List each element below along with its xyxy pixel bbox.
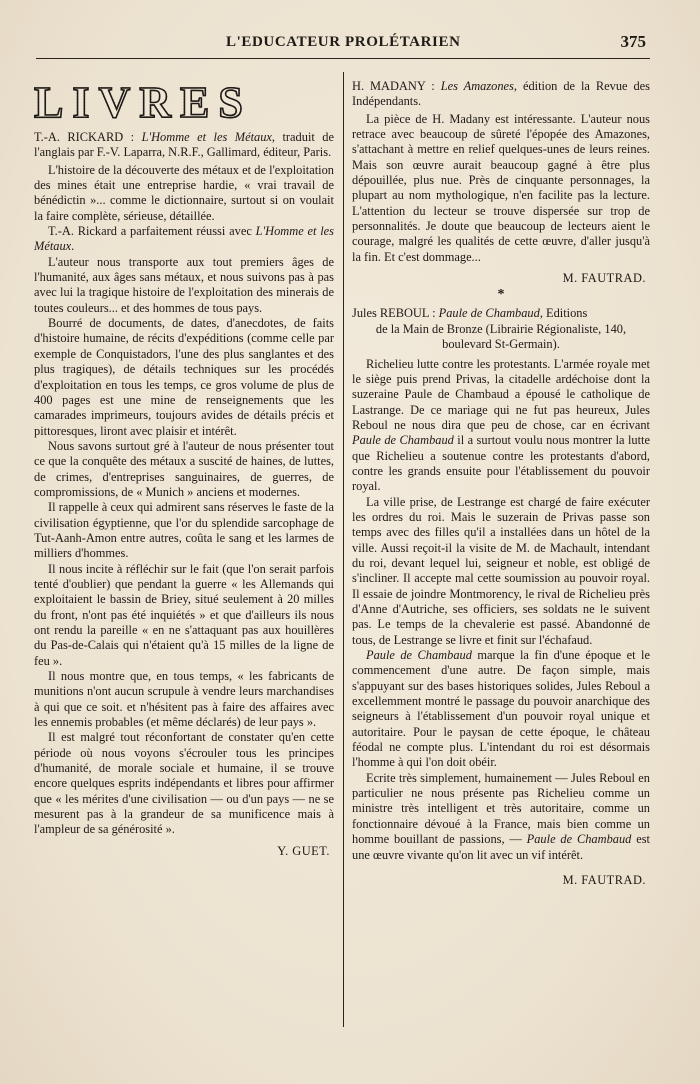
review-2-author: H. MADANY :	[352, 79, 435, 93]
review-1-citation	[34, 130, 334, 161]
journal-title: L'EDUCATEUR PROLÉTARIEN	[226, 34, 461, 50]
review-2-paragraph: La pièce de H. Madany est intéressante. L'auteur nous retrace avec beaucoup de sûreté l'épopée des Amazones, s'attachant à mettre en relief quelques-unes de leurs reines. Mais son œuvre aurait beaucoup gagné à être plus dépouillée, plus nue. Près de cinquante personnages, la plupart au nom mythologique, n'en facilite pas la lecture. L'attention du lecteur se trouve dispersée sur trop de personnalités. Je doute que beaucoup de lecteurs aient le courage, malgré les qualités de cette œuvre, d'aller jusqu'à la fin. Et c'est dommage...	[352, 111, 650, 264]
review-2-signature: M. FAUTRAD.	[562, 271, 646, 286]
review-1-paragraph: Il est malgré tout réconfortant de constater qu'en cette période où nous voyons s'écrouler tous les principes d'humanité, de morale sociale et humaine, il se trouve encore quelques esprits indépendants et libres pour affirmer que « les mérites d'une civilisation — ou d'un pays — ne se mesurent pas à la grandeur de sa munificence mais à l'ampleur de sa générosité ».	[34, 730, 334, 837]
review-1-paragraph: Il rappelle à ceux qui admirent sans réserves le faste de la civilisation égyptienne, que l'or du splendide sarcophage de Tut-Aanh-Amon entre autres, coûta le sang et les larmes de milliers d'hommes.	[34, 500, 334, 561]
review-3-paragraph: Richelieu lutte contre les protestants. L'armée royale met le siège puis prend Privas, la citadelle ardéchoise dont la suzeraine Paule de Chambaud a épousé le catholique de Lastrange. De ce mariage qui ne fut pas heureux, Jules Reboul ne nous dira que peu de chose, car en écrivant Paule de Chambaud il a surtout voulu nous montrer la lutte que Richelieu a soutenue contre les protestants d'abord, contre les grands ensuite pour l'établissement du pouvoir royal.	[352, 356, 650, 494]
review-3-book-title: Paule de Chambaud	[438, 306, 540, 321]
review-2-book-title: Les Amazones	[440, 79, 514, 93]
review-1-author: T.-A. RICKARD :	[34, 130, 135, 144]
review-1-book-title: L'Homme et les Métaux	[141, 130, 272, 144]
review-3-paragraph: La ville prise, de Lestrange est chargé de faire exécuter les ordres du roi. Mais le suzerain de Privas passe son temps avec des filles qu'il a installées dans un hôtel de la ville. Aussi reçoit-il la visite de M. de Machault, intendant du roi, devant lequel lui, seigneur et noble, est obligé de s'incliner. Il accepte mal cette soumission au pouvoir royal. Il essaie de joindre Montmorency, le rival de Richelieu près d'Anne d'Autriche, ses officiers, ses soldats ne le suivent pas. Le temps de la chevalerie est passé. Abandonné de tous, de Lestrange se livre et finit sur l'échafaud.	[352, 494, 650, 647]
review-1-paragraph: T.-A. Rickard a parfaitement réussi avec L'Homme et les Métaux.	[34, 224, 334, 254]
review-3-author: Jules REBOUL :	[352, 306, 436, 321]
review-1-paragraph: L'histoire de la découverte des métaux et de l'exploitation des mines était une entreprise hardie, « vrai travail de bénédictin »... comme le dictionnaire, surtout si on voulait la faire complète, sérieuse, détaillée.	[34, 162, 334, 223]
running-head	[36, 30, 650, 58]
review-2-details: , édition de la Revue des Indépendants.	[352, 79, 651, 109]
review-1-details: , traduit de l'anglais par F.-V. Laparra, N.R.F., Gallimard, éditeur, Paris.	[34, 130, 334, 160]
review-3-paragraph: Ecrite très simplement, humainement — Jules Reboul en particulier ne nous présente pas Richelieu comme un ministre très intelligent et très autoritaire, comme un fonctionnaire dévoué à la France, mais bien comme un homme bouillant de passions, — Paule de Chambaud est une œuvre vivante qu'on lit avec un vif intérêt.	[352, 770, 650, 862]
review-3-details: de la Main de Bronze (Librairie Régionaliste, 140, boulevard St-Germain).	[375, 321, 627, 352]
column-divider	[343, 72, 344, 1027]
header-rule	[36, 58, 650, 59]
review-3-citation: Jules REBOUL : Paule de Chambaud, Editions de la Main de Bronze (Librairie Régionaliste, 140, boulevard St-Germain).	[352, 306, 650, 352]
review-1-paragraph: Bourré de documents, de dates, d'anecdotes, de faits d'histoire humaine, de récits d'expéditions (comme celle par exemple de Conquistadors, l'une des plus sanglantes et des plus tragiques), de détails techniques sur les procédés d'exploitation en tous les temps, ce gros volume de plus de 400 pages est une mine de renseignements que les camarades imprimeurs, toujours avides de détails précis et pittoresques, liront avec plaisir et intérêt.	[34, 316, 334, 438]
review-1-paragraph: L'auteur nous transporte aux tout premiers âges de l'humanité, aux âges sans métaux, et nous suivons pas à pas avec lui la tragique histoire de l'exploitation des minerais de toutes couleurs... et des hommes de tous pays.	[34, 254, 334, 315]
review-3-signature: M. FAUTRAD.	[562, 872, 646, 887]
section-title: LIVRES	[34, 80, 334, 126]
page-number: 375	[620, 32, 646, 51]
right-column	[352, 79, 650, 890]
section-separator: *	[497, 287, 505, 303]
review-3-paragraph: Paule de Chambaud marque la fin d'une époque et le commencement d'une autre. De façon simple, mais s'appuyant sur des bases historiques solides, Jules Reboul a excellemment montré le passage du pouvoir anarchique des seigneurs à l'établissement d'un pouvoir royal unique et autoritaire. Pour le paysan de cette époque, le château féodal ne compte plus. L'intendant du roi est désormais l'homme à qui l'on doit obéir.	[352, 648, 650, 770]
review-1-paragraph: Nous savons surtout gré à l'auteur de nous présenter tout ce que la conquête des métaux a suscité de haines, de luttes, de crimes, d'entreprises sanguinaires, de guerres, de compromissions, de « Munich » anciens et modernes.	[34, 438, 334, 499]
left-column	[34, 76, 334, 861]
review-1-signature: Y. GUET.	[277, 843, 330, 858]
review-2-citation	[352, 79, 650, 110]
review-1-paragraph: Il nous incite à réfléchir sur le fait (que l'on serait parfois tenté d'oublier) que pendant la guerre « les Allemands qui exploitaient le bassin de Briey, situé seulement à 20 milles du front, n'ont pas été inquiétés » et que d'ailleurs ils nous ont rendu la pareille « en ne s'attaquant pas aux houillères du Pas-de-Calais qui n'étaient qu'à 15 milles de la ligne de feu ».	[34, 561, 334, 668]
review-1-paragraph: Il nous montre que, en tous temps, « les fabricants de munitions n'ont aucun scrupule à vendre leurs marchandises à qui que ce soit. et n'hésitent pas à faire des affaires avec les ennemis probables (et même déclarés) de leur pays ».	[34, 669, 334, 730]
